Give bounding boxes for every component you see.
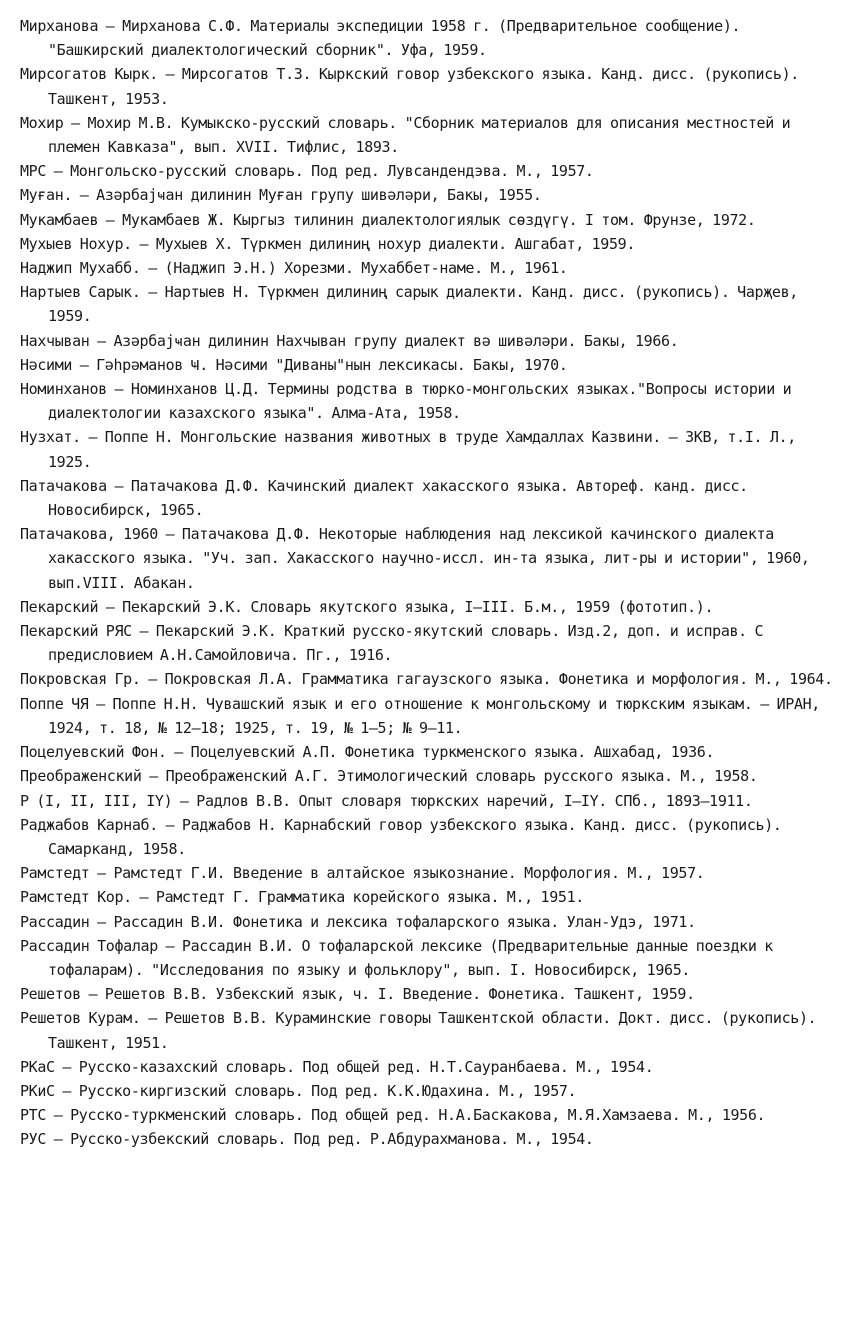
bibliography-entry: Пекарский РЯС – Пекарский Э.К. Краткий русско-якутский словарь. Изд.2, доп. и исправ. С предисловием А.Н.Самойловича. Пг., 1916. [20,622,764,665]
bibliography-entry: Муған. – Азәрбајҹан дилинин Муған групу шивәләри, Бакы, 1955. [20,186,542,205]
bibliography-entry: Нахчыван – Азәрбајҹан дилинин Нахчыван групу диалект вә шивәләри. Бакы, 1966. [20,331,679,350]
bibliography-entry: МРС – Монгольско-русский словарь. Под ред. Лувсандендэва. М., 1957. [20,162,594,181]
bibliography-entry: Рассадин – Рассадин В.И. Фонетика и лексика тофаларского языка. Улан-Удэ, 1971. [20,912,696,931]
bibliography-entry: Номинханов – Номинханов Ц.Д. Термины родства в тюрко-монгольских языках."Вопросы истории и диалектологии казахского языка". Алма-Ата, 1958. [20,380,792,423]
bibliography-entry: Решетов – Решетов В.В. Узбекский язык, ч. I. Введение. Фонетика. Ташкент, 1959. [20,985,695,1004]
bibliography-entry: Пекарский – Пекарский Э.К. Словарь якутского языка, I–III. Б.м., 1959 (фототип.). [20,597,714,616]
bibliography-entry: Поцелуевский Фон. – Поцелуевский А.П. Фонетика туркменского языка. Ашхабад, 1936. [20,743,715,762]
bibliography-entry: Патачакова, 1960 – Патачакова Д.Ф. Некоторые наблюдения над лексикой качинского диалекта хакасского языка. "Уч. зап. Хакасского научно-иссл. ин-та языка, лит-ры и истории", 1960, вып.VIII. Абакан. [20,525,810,592]
bibliography-entry: Рамстедт Кор. – Рамстедт Г. Грамматика корейского языка. М., 1951. [20,888,584,907]
bibliography-entry: Преображенский – Преображенский А.Г. Этимологический словарь русского языка. М., 1958. [20,767,758,786]
bibliography-entry: Мохир – Мохир М.В. Кумыкско-русский словарь. "Сборник материалов для описания местностей и племен Кавказа", вып. XVII. Тифлис, 1893. [20,113,791,157]
bibliography-entry: Р (I, II, III, IY) – Радлов В.В. Опыт словаря тюркских наречий, I–IY. СПб., 1893–1911. [20,791,753,810]
bibliography-entry: РКиС – Русско-киргизский словарь. Под ред. К.К.Юдахина. М., 1957. [20,1081,577,1100]
bibliography-entry: Нәсими – Гәһрәманов Ҹ. Нәсими "Диваны"нын лексикасы. Бакы, 1970. [20,355,568,374]
bibliography-entry: Мухыев Нохур. – Мухыев Х. Түркмен дилиниң нохур диалекти. Ашгабат, 1959. [20,234,636,253]
bibliography-entry: Решетов Курам. – Решетов В.В. Кураминские говоры Ташкентской области. Докт. дисс. (рукопись). Ташкент, 1951. [20,1009,817,1052]
bibliography-entry: РУС – Русско-узбекский словарь. Под ред. Р.Абдурахманова. М., 1954. [20,1130,594,1149]
bibliography-entry: РТС – Русско-туркменский словарь. Под общей ред. Н.А.Баскакова, М.Я.Хамзаева. М., 1956. [20,1106,766,1125]
bibliography-entry: Нартыев Сарык. – Нартыев Н. Түркмен дилиниң сарык диалекти. Канд. дисс. (рукопись). Чарҗев, 1959. [20,283,798,326]
bibliography-entry: Раджабов Карнаб. – Раджабов Н. Карнабский говор узбекского языка. Канд. дисс. (рукопись). Самарканд, 1958. [20,815,782,858]
bibliography-entry: Мирсогатов Кырк. – Мирсогатов Т.З. Кыркский говор узбекского языка. Канд. дисс. (рукопись). Ташкент, 1953. [20,65,799,108]
bibliography-entry: Поппе ЧЯ – Поппе Н.Н. Чувашский язык и его отношение к монгольскому и тюркским языкам. – ИРАН, 1924, т. 18, № 12–18; 1925, т. 19, № 1–5; № 9–11. [20,694,820,737]
bibliography-entry: Рассадин Тофалар – Рассадин В.И. О тофаларской лексике (Предварительные данные поездки к тофаларам). "Исследования по языку и фольклору", вып. I. Новосибирск, 1965. [20,936,773,979]
bibliography-entry: РКаС – Русско-казахский словарь. Под общей ред. Н.Т.Сауранбаева. М., 1954. [20,1057,654,1076]
bibliography-entry: Мирханова – Мирханова С.Ф. Материалы экспедиции 1958 г. (Предварительное сообщение). "Башкирский диалектологический сборник". Уфа, 1959. [20,17,741,60]
bibliography-entry: Покровская Гр. – Покровская Л.А. Грамматика гагаузского языка. Фонетика и морфология. М., 1964. [20,670,833,689]
bibliography-entry: Наджип Мухабб. – (Наджип Э.Н.) Хорезми. Мухаббет-наме. М., 1961. [20,259,568,278]
bibliography-entry: Мукамбаев – Мукамбаев Ж. Кыргыз тилинин диалектологиялык сөздүгү. I том. Фрунзе, 1972. [20,210,756,229]
bibliography-entry: Нузхат. – Поппе Н. Монгольские названия животных в труде Хамдаллах Казвини. – ЗКВ, т.I. Л., 1925. [20,428,796,471]
bibliography-entry: Патачакова – Патачакова Д.Ф. Качинский диалект хакасского языка. Автореф. канд. дисс. Новосибирск, 1965. [20,476,748,520]
bibliography-entry: Рамстедт – Рамстедт Г.И. Введение в алтайское языкознание. Морфология. М., 1957. [20,864,705,883]
